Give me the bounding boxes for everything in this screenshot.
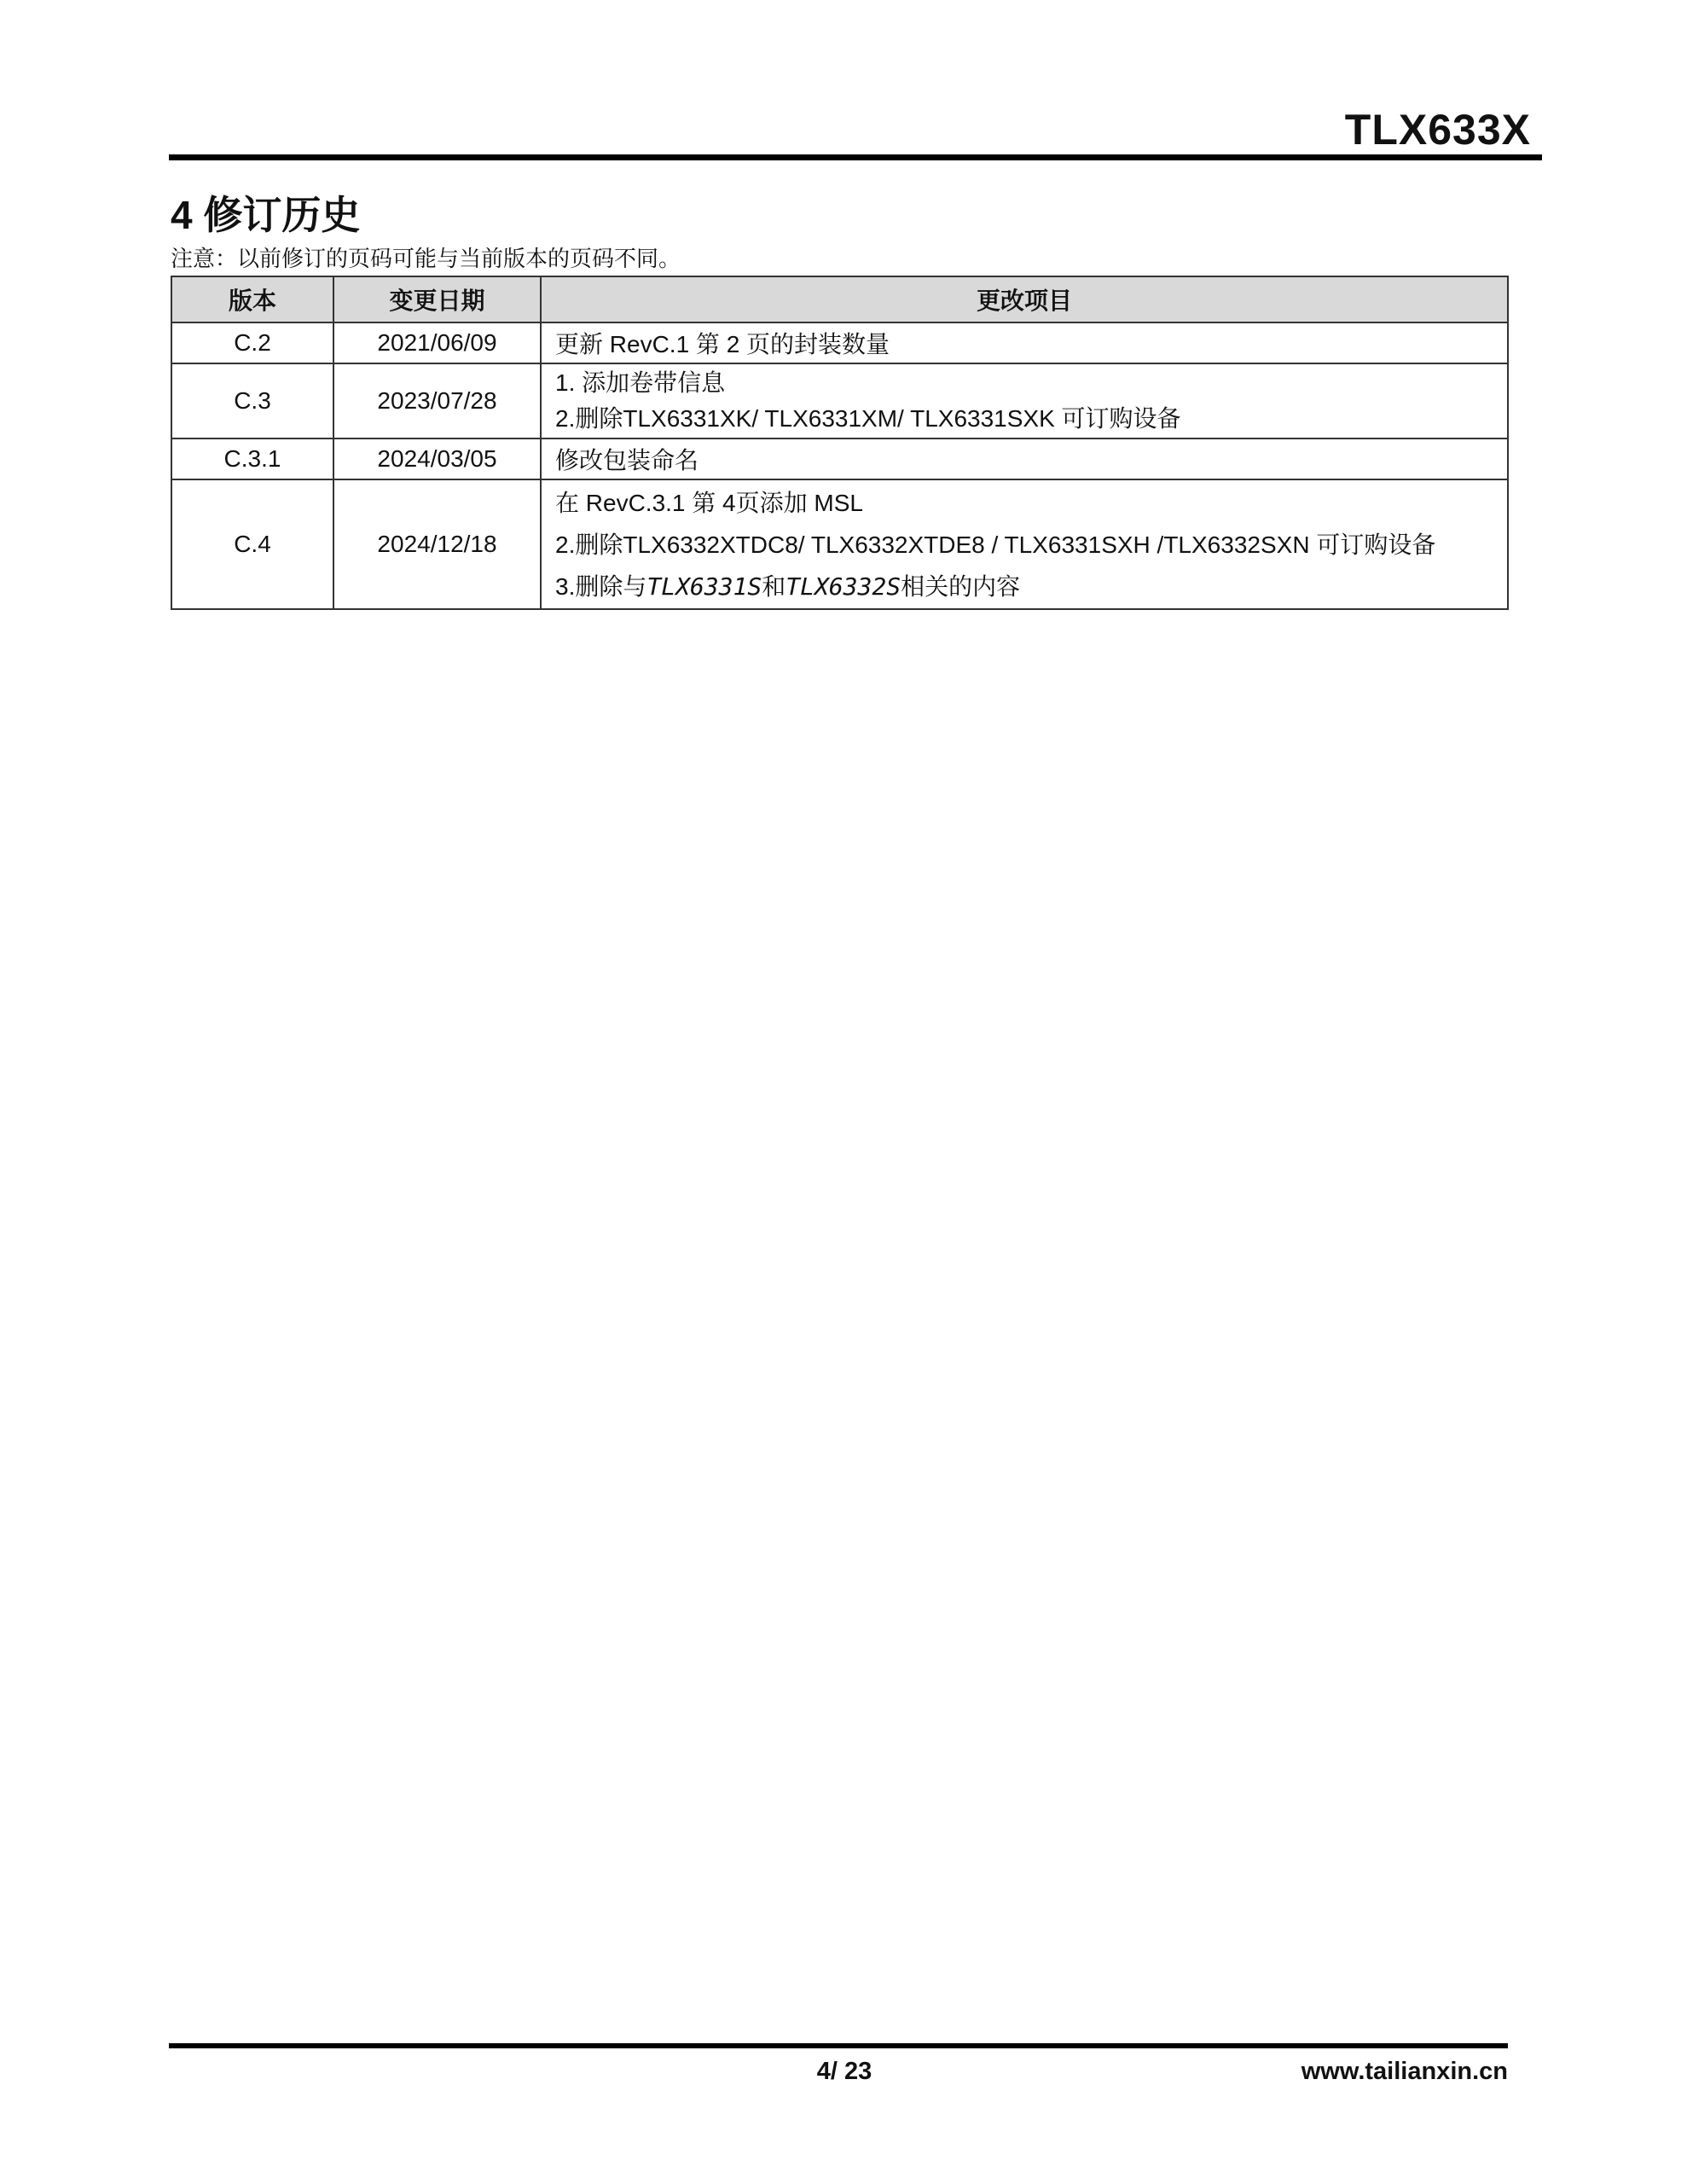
change-line: 2.删除TLX6332XTDC8/ TLX6332XTDE8 / TLX6331SXH /TLX6332SXN 可订购设备 xyxy=(555,531,1436,558)
page-number: 4/ 23 xyxy=(816,2058,872,2085)
changes-cell xyxy=(541,439,1508,479)
table-row xyxy=(171,439,1508,479)
header-divider xyxy=(169,154,1542,160)
change-line: 1. 添加卷带信息 xyxy=(555,369,726,396)
change-text: 相关的内容 xyxy=(901,572,1021,600)
table-header-row xyxy=(171,276,1508,322)
column-header-date: 变更日期 xyxy=(333,276,541,322)
website-url: www.tailianxin.cn xyxy=(1301,2058,1508,2085)
column-header-version: 版本 xyxy=(171,276,333,322)
change-line: 2.删除TLX6331XK/ TLX6331XM/ TLX6331SXK 可订购设备 xyxy=(555,405,1181,432)
change-line: 更新 RevC.1 第 2 页的封装数量 xyxy=(555,331,890,357)
date-cell: 2024/03/05 xyxy=(333,439,541,479)
table-row xyxy=(171,363,1508,439)
part-number-text: TLX6332S xyxy=(786,572,901,601)
version-cell: C.3.1 xyxy=(171,439,333,479)
change-line: 在 RevC.3.1 第 4页添加 MSL xyxy=(555,489,863,516)
version-cell: C.4 xyxy=(171,479,333,609)
change-line xyxy=(555,566,1507,607)
changes-cell xyxy=(541,363,1508,439)
changes-cell xyxy=(541,479,1508,609)
section-heading: 4 修订历史 xyxy=(171,193,361,237)
date-cell: 2023/07/28 xyxy=(333,363,541,439)
revision-history-table xyxy=(171,276,1509,610)
change-line: 修改包装命名 xyxy=(555,447,699,473)
version-cell: C.3 xyxy=(171,363,333,439)
footer-divider xyxy=(169,2043,1508,2048)
date-cell: 2021/06/09 xyxy=(333,322,541,363)
header-product-name: TLX633X xyxy=(1344,106,1531,154)
version-cell: C.2 xyxy=(171,322,333,363)
change-text: 3.删除与 xyxy=(555,572,647,600)
column-header-changes: 更改项目 xyxy=(541,276,1508,322)
changes-cell xyxy=(541,322,1508,363)
date-cell: 2024/12/18 xyxy=(333,479,541,609)
part-number-text: TLX6331S xyxy=(646,572,762,601)
revision-note: 注意：以前修订的页码可能与当前版本的页码不同。 xyxy=(171,246,681,271)
table-row xyxy=(171,479,1508,609)
table-row xyxy=(171,322,1508,363)
change-text: 和 xyxy=(762,572,786,600)
